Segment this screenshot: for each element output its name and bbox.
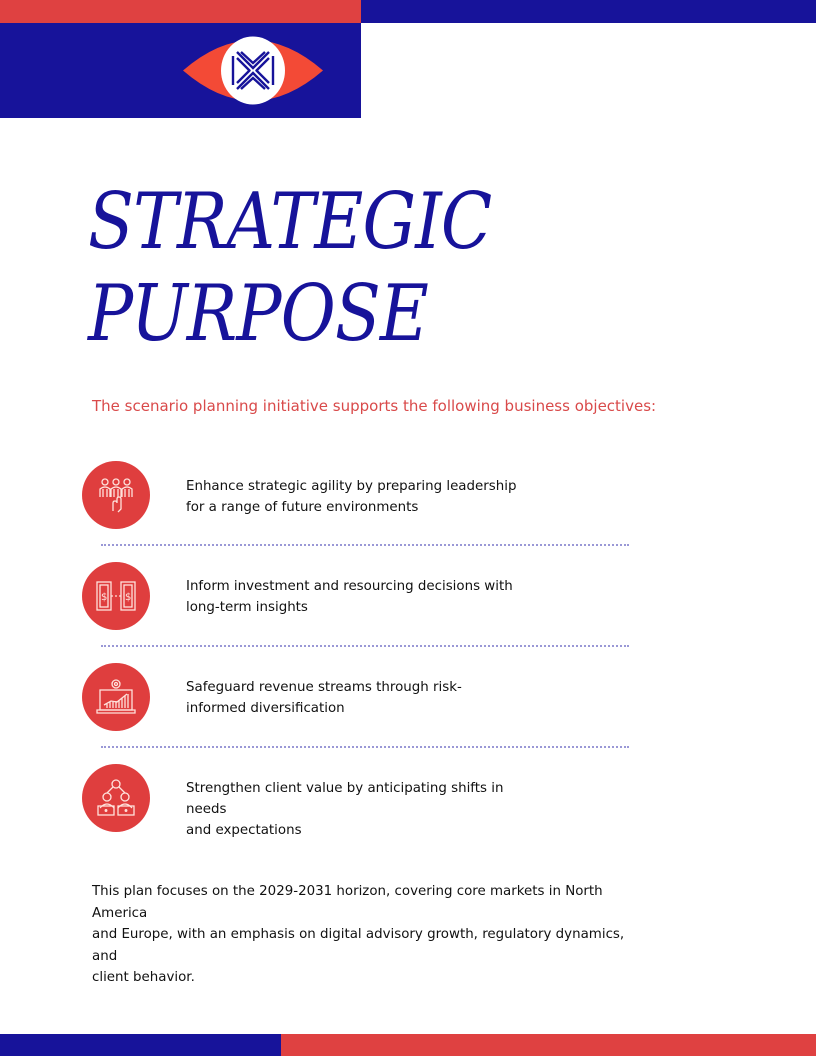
objective-text-line: Safeguard revenue streams through risk- (186, 680, 462, 695)
dotted-divider (101, 544, 629, 546)
svg-text:$: $ (125, 592, 132, 603)
top-red-bar (0, 0, 361, 23)
objective-text-line: and expectations (186, 823, 302, 838)
objective-text-line: Enhance strategic agility by preparing leadership (186, 479, 517, 494)
objective-text-line: informed diversification (186, 701, 345, 716)
intro-text: The scenario planning initiative supports the following business objectives: (92, 397, 657, 415)
closing-text-line: client behavior. (92, 970, 195, 985)
closing-paragraph (92, 881, 652, 989)
dotted-divider (101, 645, 629, 647)
objective-text-line: Inform investment and resourcing decisions with (186, 579, 513, 594)
client-network-icon (82, 764, 150, 832)
bottom-red-bar (281, 1034, 816, 1056)
closing-text-line: This plan focuses on the 2029-2031 horizon, covering core markets in North America (92, 884, 603, 921)
objective-item (186, 778, 546, 841)
svg-text:$: $ (101, 592, 108, 603)
objective-item (186, 576, 546, 618)
dotted-divider (101, 746, 629, 748)
eye-logo-icon (181, 32, 325, 109)
objective-text-line: Strengthen client value by anticipating shifts in needs (186, 781, 504, 817)
page-title (88, 176, 491, 360)
title-line-2: PURPOSE (88, 269, 429, 359)
objective-text-line: for a range of future environments (186, 500, 419, 515)
money-transfer-icon (82, 562, 150, 630)
title-line-1: STRATEGIC (88, 177, 492, 267)
objective-text-line: long-term insights (186, 600, 308, 615)
top-blue-bar (361, 0, 816, 23)
team-selection-icon (82, 461, 150, 529)
bottom-blue-bar (0, 1034, 281, 1056)
objective-item (186, 476, 546, 518)
closing-text-line: and Europe, with an emphasis on digital advisory growth, regulatory dynamics, and (92, 927, 625, 964)
objective-item (186, 677, 546, 719)
laptop-growth-chart-icon (82, 663, 150, 731)
